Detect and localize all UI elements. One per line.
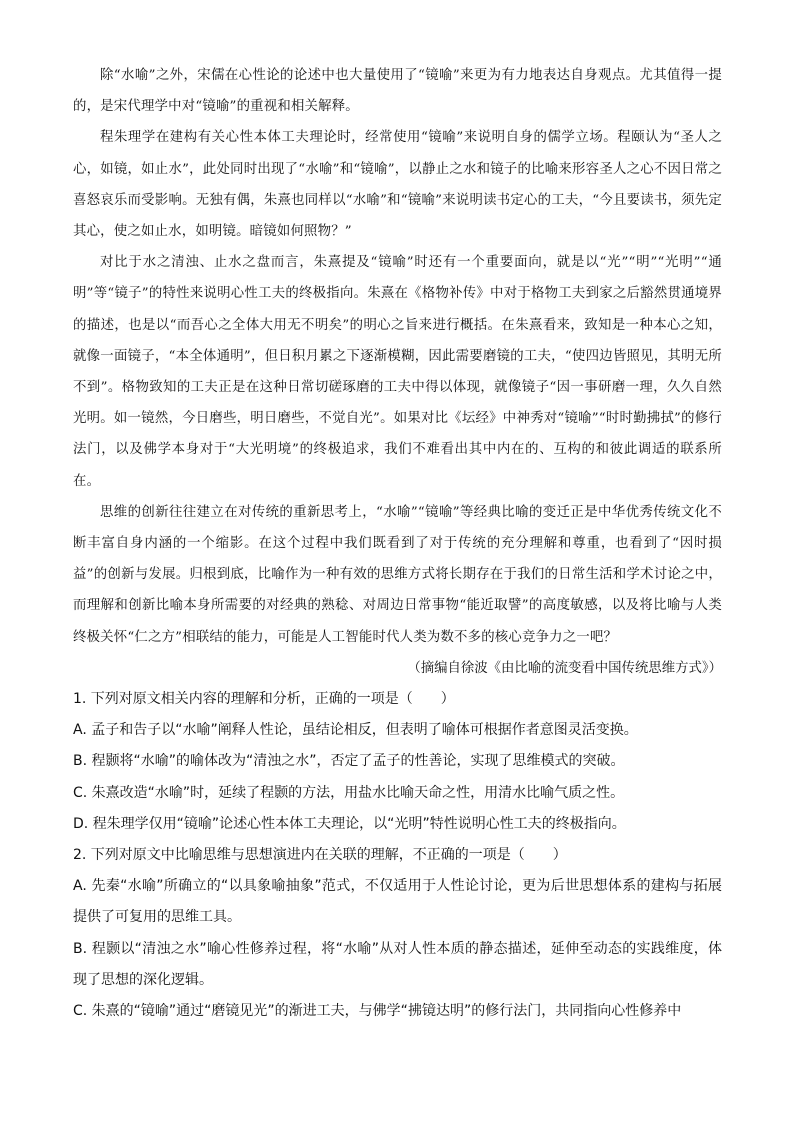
question-2-stem: 2. 下列对原文中比喻思维与思想演进内在关联的理解，不正确的一项是（ ） bbox=[73, 847, 567, 864]
passage-paragraph-2: 程朱理学在建构有关心性本体工夫理论时，经常使用“镜喻”来说明自身的儒学立场。程颐认为“圣人之心，如镜，如止水”，此处同时出现了“水喻”和“镜喻”，以静止之水和镜子的比喻来形容圣人之心不因日常之喜怒哀乐而受影响。无独有偶，朱熹也同样以“水喻”和“镜喻”来说明读书定心的工夫，“今且要读书，须先定其心，使之如止水，如明镜。暗镜如何照物？” bbox=[73, 130, 722, 240]
passage-paragraph-4: 思维的创新往往建立在对传统的重新思考上，“水喻”“镜喻”等经典比喻的变迁正是中华优秀传统文化不断丰富自身内涵的一个缩影。在这个过程中我们既看到了对于传统的充分理解和尊重，也看到了“因时损益”的创新与发展。归根到底，比喻作为一种有效的思维方式将长期存在于我们的日常生活和学术讨论之中，而理解和创新比喻本身所需要的对经典的熟稔、对周边日常事物“能近取譬”的高度敏感，以及将比喻与人类终极关怀“仁之方”相联结的能力，可能是人工智能时代人类为数不多的核心竞争力之一吧？ bbox=[73, 504, 722, 645]
question-1-option-b: B. 程颢将“水喻”的喻体改为“清浊之水”，否定了孟子的性善论，实现了思维模式的突破。 bbox=[73, 753, 625, 770]
question-2-option-b: B. 程颢以“清浊之水”喻心性修养过程，将“水喻”从对人性本质的静态描述，延伸至动态的实践维度，体现了思想的深化逻辑。 bbox=[73, 940, 722, 988]
passage-source: （摘编自徐波《由比喻的流变看中国传统思维方式》） bbox=[407, 660, 722, 676]
question-2-option-a: A. 先秦“水喻”所确立的“以具象喻抽象”范式，不仅适用于人性论讨论，更为后世思想体系的建构与拓展提供了可复用的思维工具。 bbox=[73, 878, 722, 926]
question-1-option-a: A. 孟子和告子以“水喻”阐释人性论，虽结论相反，但表明了喻体可根据作者意图灵活变换。 bbox=[73, 722, 638, 739]
passage-paragraph-3: 对比于水之清浊、止水之盘而言，朱熹提及“镜喻”时还有一个重要面向，就是以“光”“明”“光明”“通明”等“镜子”的特性来说明心性工夫的终极指向。朱熹在《格物补传》中对于格物工夫到家之后豁然贯通境界的描述，也是以“而吾心之全体大用无不明矣”的明心之旨来进行概括。在朱熹看来，致知是一种本心之知，就像一面镜子，“本全体通明”，但日积月累之下逐渐模糊，因此需要磨镜的工夫，“使四边皆照见，其明无所不到”。格物致知的工夫正是在这种日常切磋琢磨的工夫中得以体现，就像镜子“因一事研磨一理，久久自然光明。如一镜然，今日磨些，明日磨些，不觉自光”。如果对比《坛经》中神秀对“镜喻”“时时勤拂拭”的修行法门，以及佛学本身对于“大光明境”的终极追求，我们不难看出其中内在的、互构的和彼此调适的联系所在。 bbox=[73, 255, 722, 489]
question-1-stem: 1. 下列对原文相关内容的理解和分析，正确的一项是（ ） bbox=[73, 691, 455, 708]
question-1-option-c: C. 朱熹改造“水喻”时，延续了程颢的方法，用盐水比喻天命之性，用清水比喻气质之性。 bbox=[73, 784, 625, 801]
question-1-option-d: D. 程朱理学仅用“镜喻”论述心性本体工夫理论，以“光明”特性说明心性工夫的终极指向。 bbox=[73, 815, 626, 832]
passage-paragraph-1: 除“水喻”之外，宋儒在心性论的论述中也大量使用了“镜喻”来更为有力地表达自身观点。尤其值得一提的，是宋代理学中对“镜喻”的重视和相关解释。 bbox=[73, 68, 722, 115]
question-2-option-c: C. 朱熹的“镜喻”通过“磨镜见光”的渐进工夫，与佛学“拂镜达明”的修行法门，共同指向心性修养中 bbox=[73, 1003, 682, 1020]
